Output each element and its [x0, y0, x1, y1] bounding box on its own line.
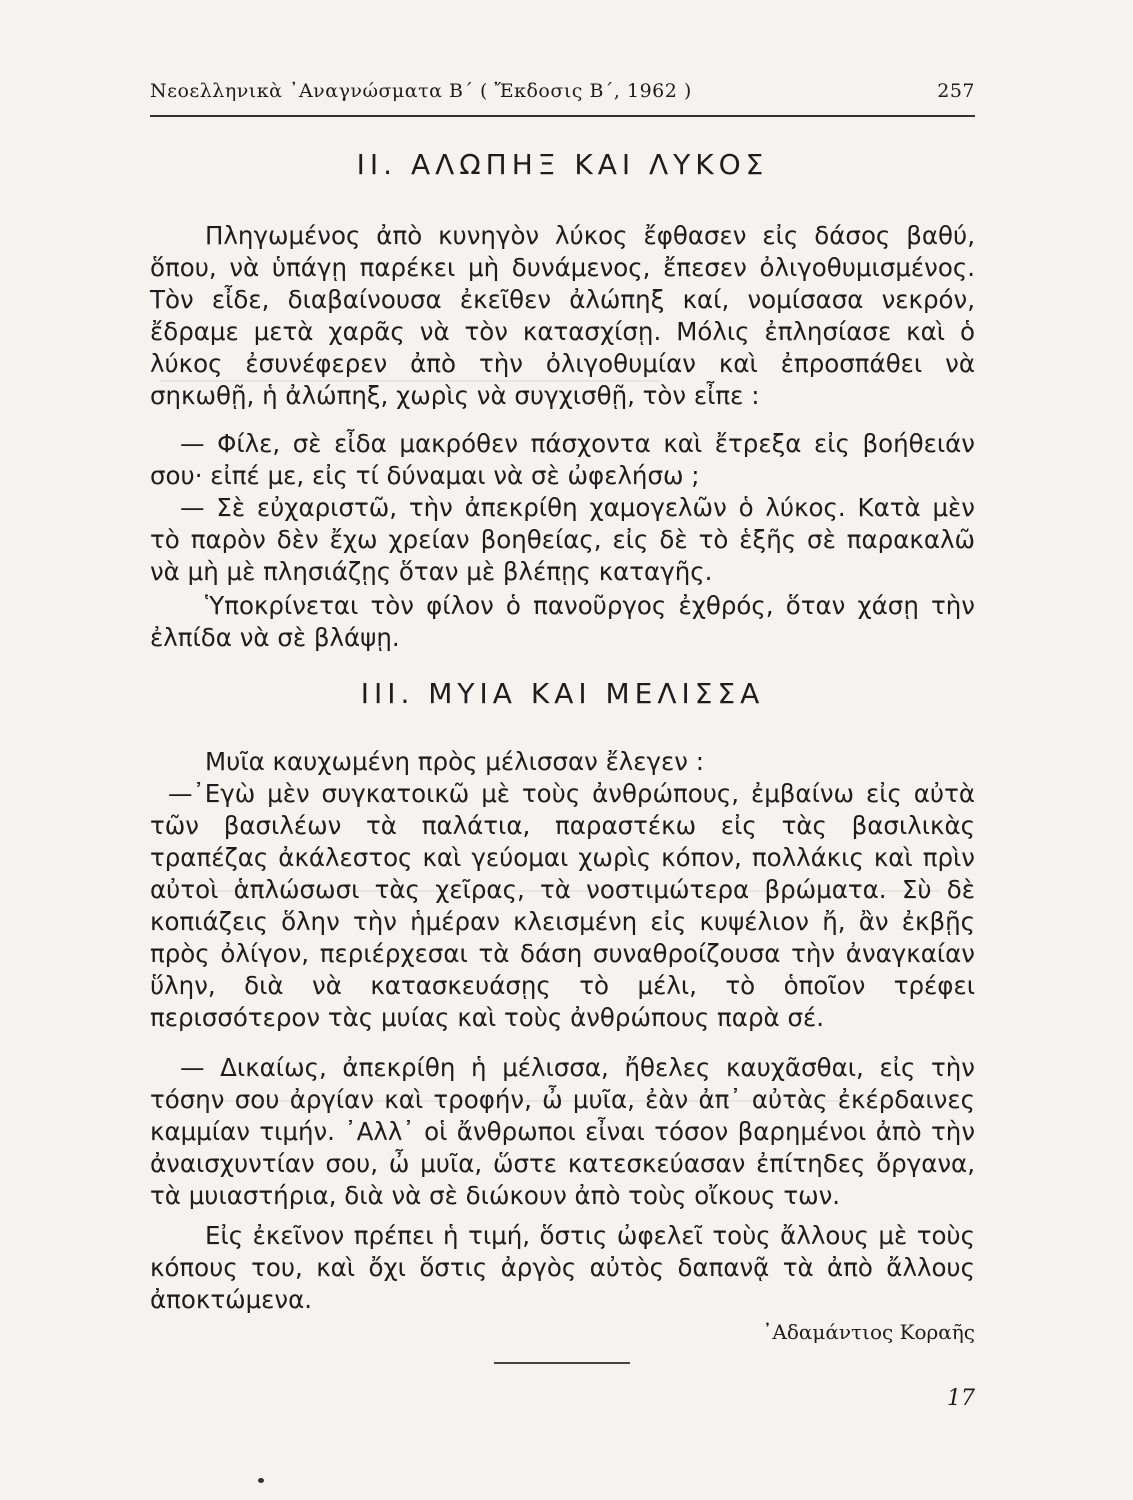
fable-title-fox-and-wolf: II. ΑΛΩΠΗΞ ΚΑΙ ΛΥΚΟΣ: [356, 148, 769, 181]
fable-title-fly-and-bee: III. ΜΥΙΑ ΚΑΙ ΜΕΛΙΣΣΑ: [360, 677, 765, 710]
header-rule: [150, 115, 975, 117]
paragraph: — Φίλε, σὲ εἶδα μακρόθεν πάσχοντα καὶ ἔτρεξα εἰς βοήθειάν σου· εἰπέ με, εἰς τί δύναμαι νὰ σὲ ὠφελήσω ;: [150, 429, 975, 490]
paragraph: — Δικαίως, ἀπεκρίθη ἡ μέλισσα, ἤθελες καυχᾶσθαι, εἰς τὴν τόσην σου ἀργίαν καὶ τροφήν, ὦ μυῖα, ἐὰν ἀπ᾿ αὐτὰς ἐκέρδαινες καμμίαν τιμήν. ᾿Αλλ᾿ οἱ ἄνθρωποι εἶναι τόσον βαρημένοι ἀπὸ τὴν ἀναισχυντίαν σου, ὦ μυῖα, ὥστε κατεσκεύασαν ἐπίτηδες ὄργανα, τὰ μυιαστήρια, διὰ νὰ σὲ διώκουν ἀπὸ τοὺς οἴκους των.: [150, 1053, 975, 1210]
end-rule: [494, 1362, 630, 1364]
signature-mark: 17: [947, 1386, 975, 1411]
author-signature: ᾿Αδαμάντιος Κοραῆς: [762, 1320, 975, 1344]
page-number: 257: [937, 80, 975, 102]
paragraph: Μυῖα καυχωμένη πρὸς μέλισσαν ἔλεγεν :: [205, 747, 705, 776]
running-head: [150, 80, 975, 102]
running-title: Νεοελληνικὰ ᾿Αναγνώσματα Β΄ ( Ἔκδοσις Β΄, 1962 ): [150, 80, 692, 102]
paragraph: — Σὲ εὐχαριστῶ, τὴν ἀπεκρίθη χαμογελῶν ὁ λύκος. Κατὰ μὲν τὸ παρὸν δὲν ἔχω χρείαν βοηθείας, εἰς δὲ τὸ ἑξῆς σὲ παρακαλῶ νὰ μὴ μὲ πλησιάζῃς ὅταν μὲ βλέπῃς καταγῆς.: [150, 493, 975, 586]
paragraph: —᾿Εγὼ μὲν συγκατοικῶ μὲ τοὺς ἀνθρώπους, ἐμβαίνω εἰς αὐτὰ τῶν βασιλέων τὰ παλάτια, παραστέκω εἰς τὰς βασιλικὰς τραπέζας ἀκάλεστος καὶ γεύομαι χωρὶς κόπον, πολλάκις καὶ πρὶν αὐτοὶ ἁπλώσωσι τὰς χεῖρας, τὰ νοστιμώτερα βρώματα. Σὺ δὲ κοπιάζεις ὅλην τὴν ἡμέραν κλεισμένη εἰς κυψέλιον ἤ, ἂν ἐκβῇς πρὸς ὀλίγον, περιέρχεσαι τὰ δάση συναθροίζουσα τὴν ἀναγκαίαν ὕλην, διὰ νὰ κατασκευάσῃς τὸ μέλι, τὸ ὁποῖον τρέφει περισσότερον τὰς μυίας καὶ τοὺς ἀνθρώπους παρὰ σέ.: [150, 779, 975, 1032]
ink-speck: [258, 1478, 264, 1483]
moral-paragraph: Εἰς ἐκεῖνον πρέπει ἡ τιμή, ὅστις ὠφελεῖ τοὺς ἄλλους μὲ τοὺς κόπους του, καὶ ὄχι ὅστις ἀργὸς αὐτὸς δαπανᾷ τὰ ἀπὸ ἄλλους ἀποκτώμενα.: [150, 1221, 975, 1314]
moral-paragraph: Ὑποκρίνεται τὸν φίλον ὁ πανοῦργος ἐχθρός, ὅταν χάσῃ τὴν ἐλπίδα νὰ σὲ βλάψῃ.: [150, 591, 975, 652]
paragraph: Πληγωμένος ἀπὸ κυνηγὸν λύκος ἔφθασεν εἰς δάσος βαθύ, ὅπου, νὰ ὑπάγῃ παρέκει μὴ δυνάμενος, ἔπεσεν ὀλιγοθυμισμένος. Τὸν εἶδε, διαβαίνουσα ἐκεῖθεν ἀλώπηξ καί, νομίσασα νεκρόν, ἔδραμε μετὰ χαρᾶς νὰ τὸν κατασχίσῃ. Μόλις ἐπλησίασε καὶ ὁ λύκος ἐσυνέφερεν ἀπὸ τὴν ὀλιγοθυμίαν καὶ ἐπροσπάθει νὰ σηκωθῇ, ἡ ἀλώπηξ, χωρὶς νὰ συγχισθῇ, τὸν εἶπε :: [150, 221, 975, 410]
